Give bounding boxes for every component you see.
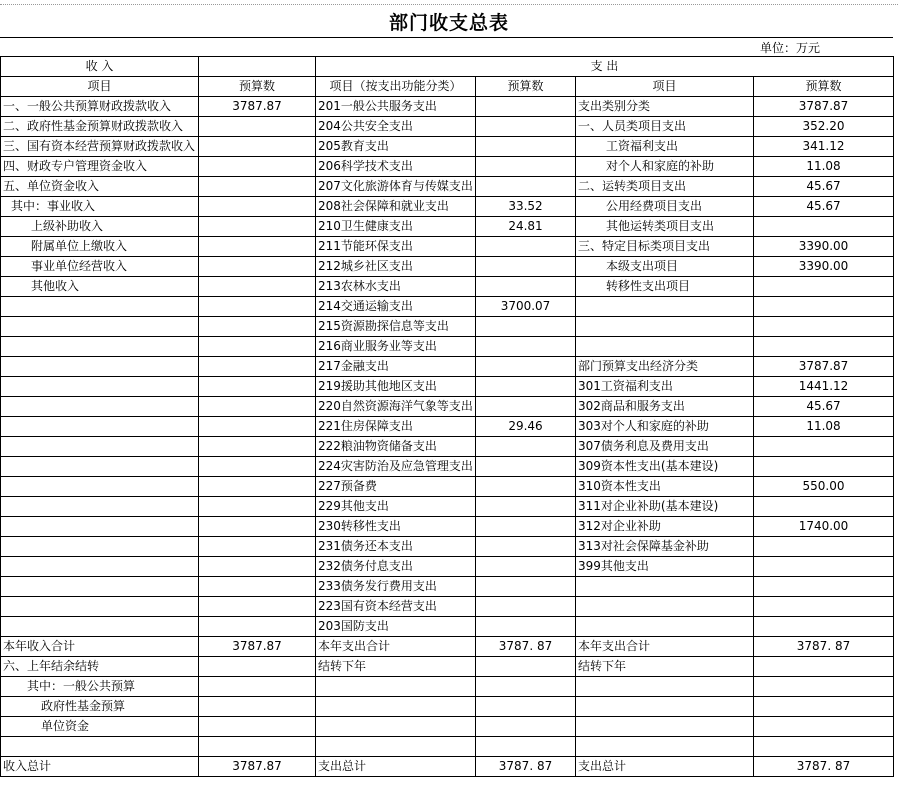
col-header-budget: 预算数: [199, 77, 316, 97]
item-cell: 208社会保障和就业支出: [316, 197, 476, 217]
item-cell: [576, 677, 754, 697]
table-row: [1, 597, 894, 617]
budget-cell: 352.20: [754, 117, 894, 137]
item-cell: 301工资福利支出: [576, 377, 754, 397]
budget-cell: [199, 597, 316, 617]
budget-cell: [199, 497, 316, 517]
budget-cell: 3390.00: [754, 257, 894, 277]
budget-cell: 45.67: [754, 397, 894, 417]
item-cell: 事业单位经营收入: [1, 257, 199, 277]
budget-cell: [754, 297, 894, 317]
item-cell: 三、特定目标类项目支出: [576, 237, 754, 257]
table-row: [1, 477, 894, 497]
item-cell: [1, 557, 199, 577]
budget-cell: [476, 97, 576, 117]
item-cell: 232债务付息支出: [316, 557, 476, 577]
item-cell: 其他运转类项目支出: [576, 217, 754, 237]
budget-cell: [476, 437, 576, 457]
item-cell: 对个人和家庭的补助: [576, 157, 754, 177]
budget-cell: [199, 257, 316, 277]
budget-cell: [199, 717, 316, 737]
budget-cell: [754, 217, 894, 237]
budget-cell: [199, 337, 316, 357]
item-cell: 220自然资源海洋气象等支出: [316, 397, 476, 417]
budget-cell: [476, 717, 576, 737]
budget-cell: [476, 237, 576, 257]
item-cell: 307债务利息及费用支出: [576, 437, 754, 457]
budget-cell: [754, 677, 894, 697]
table-row: [1, 457, 894, 477]
budget-cell: [476, 177, 576, 197]
budget-cell: [199, 217, 316, 237]
table-row: [1, 237, 894, 257]
budget-cell: [476, 397, 576, 417]
item-cell: 收入总计: [1, 757, 199, 777]
item-cell: 219援助其他地区支出: [316, 377, 476, 397]
budget-cell: [476, 537, 576, 557]
item-cell: 215资源勘探信息等支出: [316, 317, 476, 337]
budget-cell: [199, 277, 316, 297]
budget-cell: [199, 357, 316, 377]
budget-cell: [199, 517, 316, 537]
income-header: 收 入: [1, 57, 199, 77]
item-cell: 其他收入: [1, 277, 199, 297]
table-row: [1, 357, 894, 377]
budget-cell: 3787. 87: [754, 637, 894, 657]
item-cell: 公用经费项目支出: [576, 197, 754, 217]
budget-cell: [199, 697, 316, 717]
budget-cell: [754, 697, 894, 717]
item-cell: [316, 717, 476, 737]
budget-cell: 29.46: [476, 417, 576, 437]
budget-cell: [754, 437, 894, 457]
budget-cell: [199, 377, 316, 397]
item-cell: 312对企业补助: [576, 517, 754, 537]
budget-cell: [476, 597, 576, 617]
item-cell: 政府性基金预算: [1, 697, 199, 717]
item-cell: 313对社会保障基金补助: [576, 537, 754, 557]
budget-cell: [476, 357, 576, 377]
table-row: [1, 437, 894, 457]
budget-cell: [476, 117, 576, 137]
item-cell: 上级补助收入: [1, 217, 199, 237]
budget-cell: [476, 577, 576, 597]
budget-cell: [476, 617, 576, 637]
budget-cell: 3390.00: [754, 237, 894, 257]
item-cell: 206科学技术支出: [316, 157, 476, 177]
budget-cell: [199, 237, 316, 257]
item-cell: [1, 397, 199, 417]
item-cell: 支出总计: [316, 757, 476, 777]
budget-cell: 33.52: [476, 197, 576, 217]
table-row: [1, 717, 894, 737]
item-cell: [1, 297, 199, 317]
item-cell: [1, 357, 199, 377]
item-cell: 213农林水支出: [316, 277, 476, 297]
budget-cell: [754, 577, 894, 597]
budget-cell: [754, 617, 894, 637]
budget-cell: 11.08: [754, 157, 894, 177]
item-cell: 部门预算支出经济分类: [576, 357, 754, 377]
budget-cell: 3787.87: [199, 97, 316, 117]
budget-cell: [476, 377, 576, 397]
budget-table: [0, 56, 894, 777]
budget-cell: [476, 557, 576, 577]
item-cell: 本级支出项目: [576, 257, 754, 277]
budget-cell: [199, 297, 316, 317]
table-row: [1, 417, 894, 437]
col-header-budget2: 预算数: [476, 77, 576, 97]
item-cell: [1, 377, 199, 397]
budget-cell: [476, 697, 576, 717]
item-cell: 211节能环保支出: [316, 237, 476, 257]
item-cell: 四、财政专户管理资金收入: [1, 157, 199, 177]
item-cell: 310资本性支出: [576, 477, 754, 497]
header-row-2: [1, 77, 894, 97]
item-cell: 302商品和服务支出: [576, 397, 754, 417]
budget-cell: [754, 557, 894, 577]
budget-cell: [199, 317, 316, 337]
table-row: [1, 657, 894, 677]
budget-cell: 1441.12: [754, 377, 894, 397]
budget-cell: [199, 557, 316, 577]
budget-cell: [476, 497, 576, 517]
item-cell: 222粮油物资储备支出: [316, 437, 476, 457]
budget-cell: 3787. 87: [754, 757, 894, 777]
page-title: 部门收支总表: [388, 12, 509, 34]
item-cell: 201一般公共服务支出: [316, 97, 476, 117]
item-cell: 本年支出合计: [316, 637, 476, 657]
budget-cell: 3787.87: [754, 357, 894, 377]
item-cell: 223国有资本经营支出: [316, 597, 476, 617]
table-row: [1, 317, 894, 337]
budget-cell: [476, 277, 576, 297]
budget-cell: [476, 317, 576, 337]
item-cell: [576, 737, 754, 757]
item-cell: 二、运转类项目支出: [576, 177, 754, 197]
item-cell: [1, 517, 199, 537]
budget-cell: 3787.87: [199, 637, 316, 657]
item-cell: 结转下年: [576, 657, 754, 677]
item-cell: [1, 417, 199, 437]
budget-cell: 11.08: [754, 417, 894, 437]
budget-cell: 24.81: [476, 217, 576, 237]
unit-label: 单位：万元: [760, 41, 821, 55]
budget-cell: [754, 317, 894, 337]
table-row: [1, 97, 894, 117]
budget-cell: [199, 617, 316, 637]
budget-cell: [199, 457, 316, 477]
item-cell: [1, 337, 199, 357]
table-row: [1, 517, 894, 537]
table-row: [1, 757, 894, 777]
item-cell: 本年收入合计: [1, 637, 199, 657]
budget-cell: [476, 517, 576, 537]
item-cell: 三、国有资本经营预算财政拨款收入: [1, 137, 199, 157]
budget-cell: [199, 417, 316, 437]
item-cell: 217金融支出: [316, 357, 476, 377]
expense-header: 支 出: [316, 57, 894, 77]
item-cell: 303对个人和家庭的补助: [576, 417, 754, 437]
item-cell: 附属单位上缴收入: [1, 237, 199, 257]
table-row: [1, 277, 894, 297]
budget-cell: [754, 597, 894, 617]
header-row-1: [1, 57, 894, 77]
budget-cell: [199, 157, 316, 177]
item-cell: [1, 497, 199, 517]
table-row: [1, 157, 894, 177]
item-cell: [1, 457, 199, 477]
item-cell: 224灾害防治及应急管理支出: [316, 457, 476, 477]
table-row: [1, 177, 894, 197]
item-cell: 204公共安全支出: [316, 117, 476, 137]
table-row: [1, 637, 894, 657]
item-cell: 231债务还本支出: [316, 537, 476, 557]
item-cell: 399其他支出: [576, 557, 754, 577]
col-header-item: 项目: [1, 77, 199, 97]
budget-cell: [199, 677, 316, 697]
item-cell: [576, 717, 754, 737]
table-row: [1, 397, 894, 417]
budget-cell: [754, 737, 894, 757]
table-row: [1, 577, 894, 597]
table-row: [1, 677, 894, 697]
item-cell: 205教育支出: [316, 137, 476, 157]
item-cell: 221住房保障支出: [316, 417, 476, 437]
item-cell: [1, 597, 199, 617]
item-cell: [576, 297, 754, 317]
item-cell: 工资福利支出: [576, 137, 754, 157]
item-cell: 五、单位资金收入: [1, 177, 199, 197]
item-cell: 212城乡社区支出: [316, 257, 476, 277]
budget-cell: [476, 457, 576, 477]
budget-cell: 3787. 87: [476, 757, 576, 777]
table-row: [1, 197, 894, 217]
table-row: [1, 617, 894, 637]
budget-cell: [476, 157, 576, 177]
item-cell: 支出总计: [576, 757, 754, 777]
item-cell: 214交通运输支出: [316, 297, 476, 317]
item-cell: [1, 617, 199, 637]
item-cell: 一、一般公共预算财政拨款收入: [1, 97, 199, 117]
item-cell: 210卫生健康支出: [316, 217, 476, 237]
item-cell: [1, 317, 199, 337]
item-cell: [1, 437, 199, 457]
budget-cell: 1740.00: [754, 517, 894, 537]
budget-cell: [754, 537, 894, 557]
item-cell: 309资本性支出(基本建设): [576, 457, 754, 477]
item-cell: [1, 537, 199, 557]
item-cell: 其中：事业收入: [1, 197, 199, 217]
item-cell: 支出类别分类: [576, 97, 754, 117]
budget-cell: [199, 177, 316, 197]
table-row: [1, 137, 894, 157]
table-row: [1, 257, 894, 277]
item-cell: 230转移性支出: [316, 517, 476, 537]
table-row: [1, 217, 894, 237]
budget-cell: [754, 277, 894, 297]
budget-cell: [199, 477, 316, 497]
budget-cell: [754, 497, 894, 517]
table-row: [1, 557, 894, 577]
budget-cell: [199, 657, 316, 677]
budget-cell: [476, 677, 576, 697]
table-row: [1, 297, 894, 317]
budget-cell: 550.00: [754, 477, 894, 497]
income-header-spacer: [199, 57, 316, 77]
budget-cell: [199, 577, 316, 597]
budget-cell: [754, 337, 894, 357]
item-cell: 结转下年: [316, 657, 476, 677]
budget-cell: 3700.07: [476, 297, 576, 317]
item-cell: 本年支出合计: [576, 637, 754, 657]
budget-cell: 3787. 87: [476, 637, 576, 657]
budget-cell: 45.67: [754, 177, 894, 197]
item-cell: [1, 737, 199, 757]
item-cell: [576, 617, 754, 637]
table-row: [1, 497, 894, 517]
budget-cell: 3787.87: [754, 97, 894, 117]
item-cell: [576, 337, 754, 357]
budget-cell: [199, 117, 316, 137]
item-cell: 233债务发行费用支出: [316, 577, 476, 597]
table-row: [1, 697, 894, 717]
col-header-budget3: 预算数: [754, 77, 894, 97]
item-cell: 单位资金: [1, 717, 199, 737]
budget-cell: [476, 737, 576, 757]
budget-cell: [199, 137, 316, 157]
item-cell: 227预备费: [316, 477, 476, 497]
budget-cell: [476, 657, 576, 677]
item-cell: 311对企业补助(基本建设): [576, 497, 754, 517]
item-cell: 二、政府性基金预算财政拨款收入: [1, 117, 199, 137]
budget-cell: [754, 457, 894, 477]
item-cell: 229其他支出: [316, 497, 476, 517]
budget-cell: [754, 657, 894, 677]
item-cell: [576, 697, 754, 717]
item-cell: 转移性支出项目: [576, 277, 754, 297]
table-row: [1, 537, 894, 557]
item-cell: [576, 317, 754, 337]
budget-cell: 341.12: [754, 137, 894, 157]
budget-cell: [754, 717, 894, 737]
item-cell: [316, 677, 476, 697]
item-cell: [1, 577, 199, 597]
table-row: [1, 117, 894, 137]
top-border: [0, 0, 898, 5]
item-cell: [576, 597, 754, 617]
budget-cell: [199, 397, 316, 417]
item-cell: 一、人员类项目支出: [576, 117, 754, 137]
item-cell: 207文化旅游体育与传媒支出: [316, 177, 476, 197]
item-cell: [1, 477, 199, 497]
item-cell: [316, 737, 476, 757]
item-cell: 203国防支出: [316, 617, 476, 637]
table-row: [1, 377, 894, 397]
item-cell: [576, 577, 754, 597]
budget-cell: 3787.87: [199, 757, 316, 777]
budget-cell: [199, 737, 316, 757]
budget-cell: [199, 197, 316, 217]
col-header-item2: 项目: [576, 77, 754, 97]
budget-cell: [199, 537, 316, 557]
item-cell: [316, 697, 476, 717]
budget-cell: [476, 477, 576, 497]
budget-cell: 45.67: [754, 197, 894, 217]
col-header-func-item: 项目（按支出功能分类）: [316, 77, 476, 97]
budget-cell: [199, 437, 316, 457]
budget-cell: [476, 137, 576, 157]
table-row: [1, 737, 894, 757]
item-cell: 六、上年结余结转: [1, 657, 199, 677]
item-cell: 216商业服务业等支出: [316, 337, 476, 357]
budget-cell: [476, 337, 576, 357]
item-cell: 其中：一般公共预算: [1, 677, 199, 697]
budget-cell: [476, 257, 576, 277]
table-row: [1, 337, 894, 357]
